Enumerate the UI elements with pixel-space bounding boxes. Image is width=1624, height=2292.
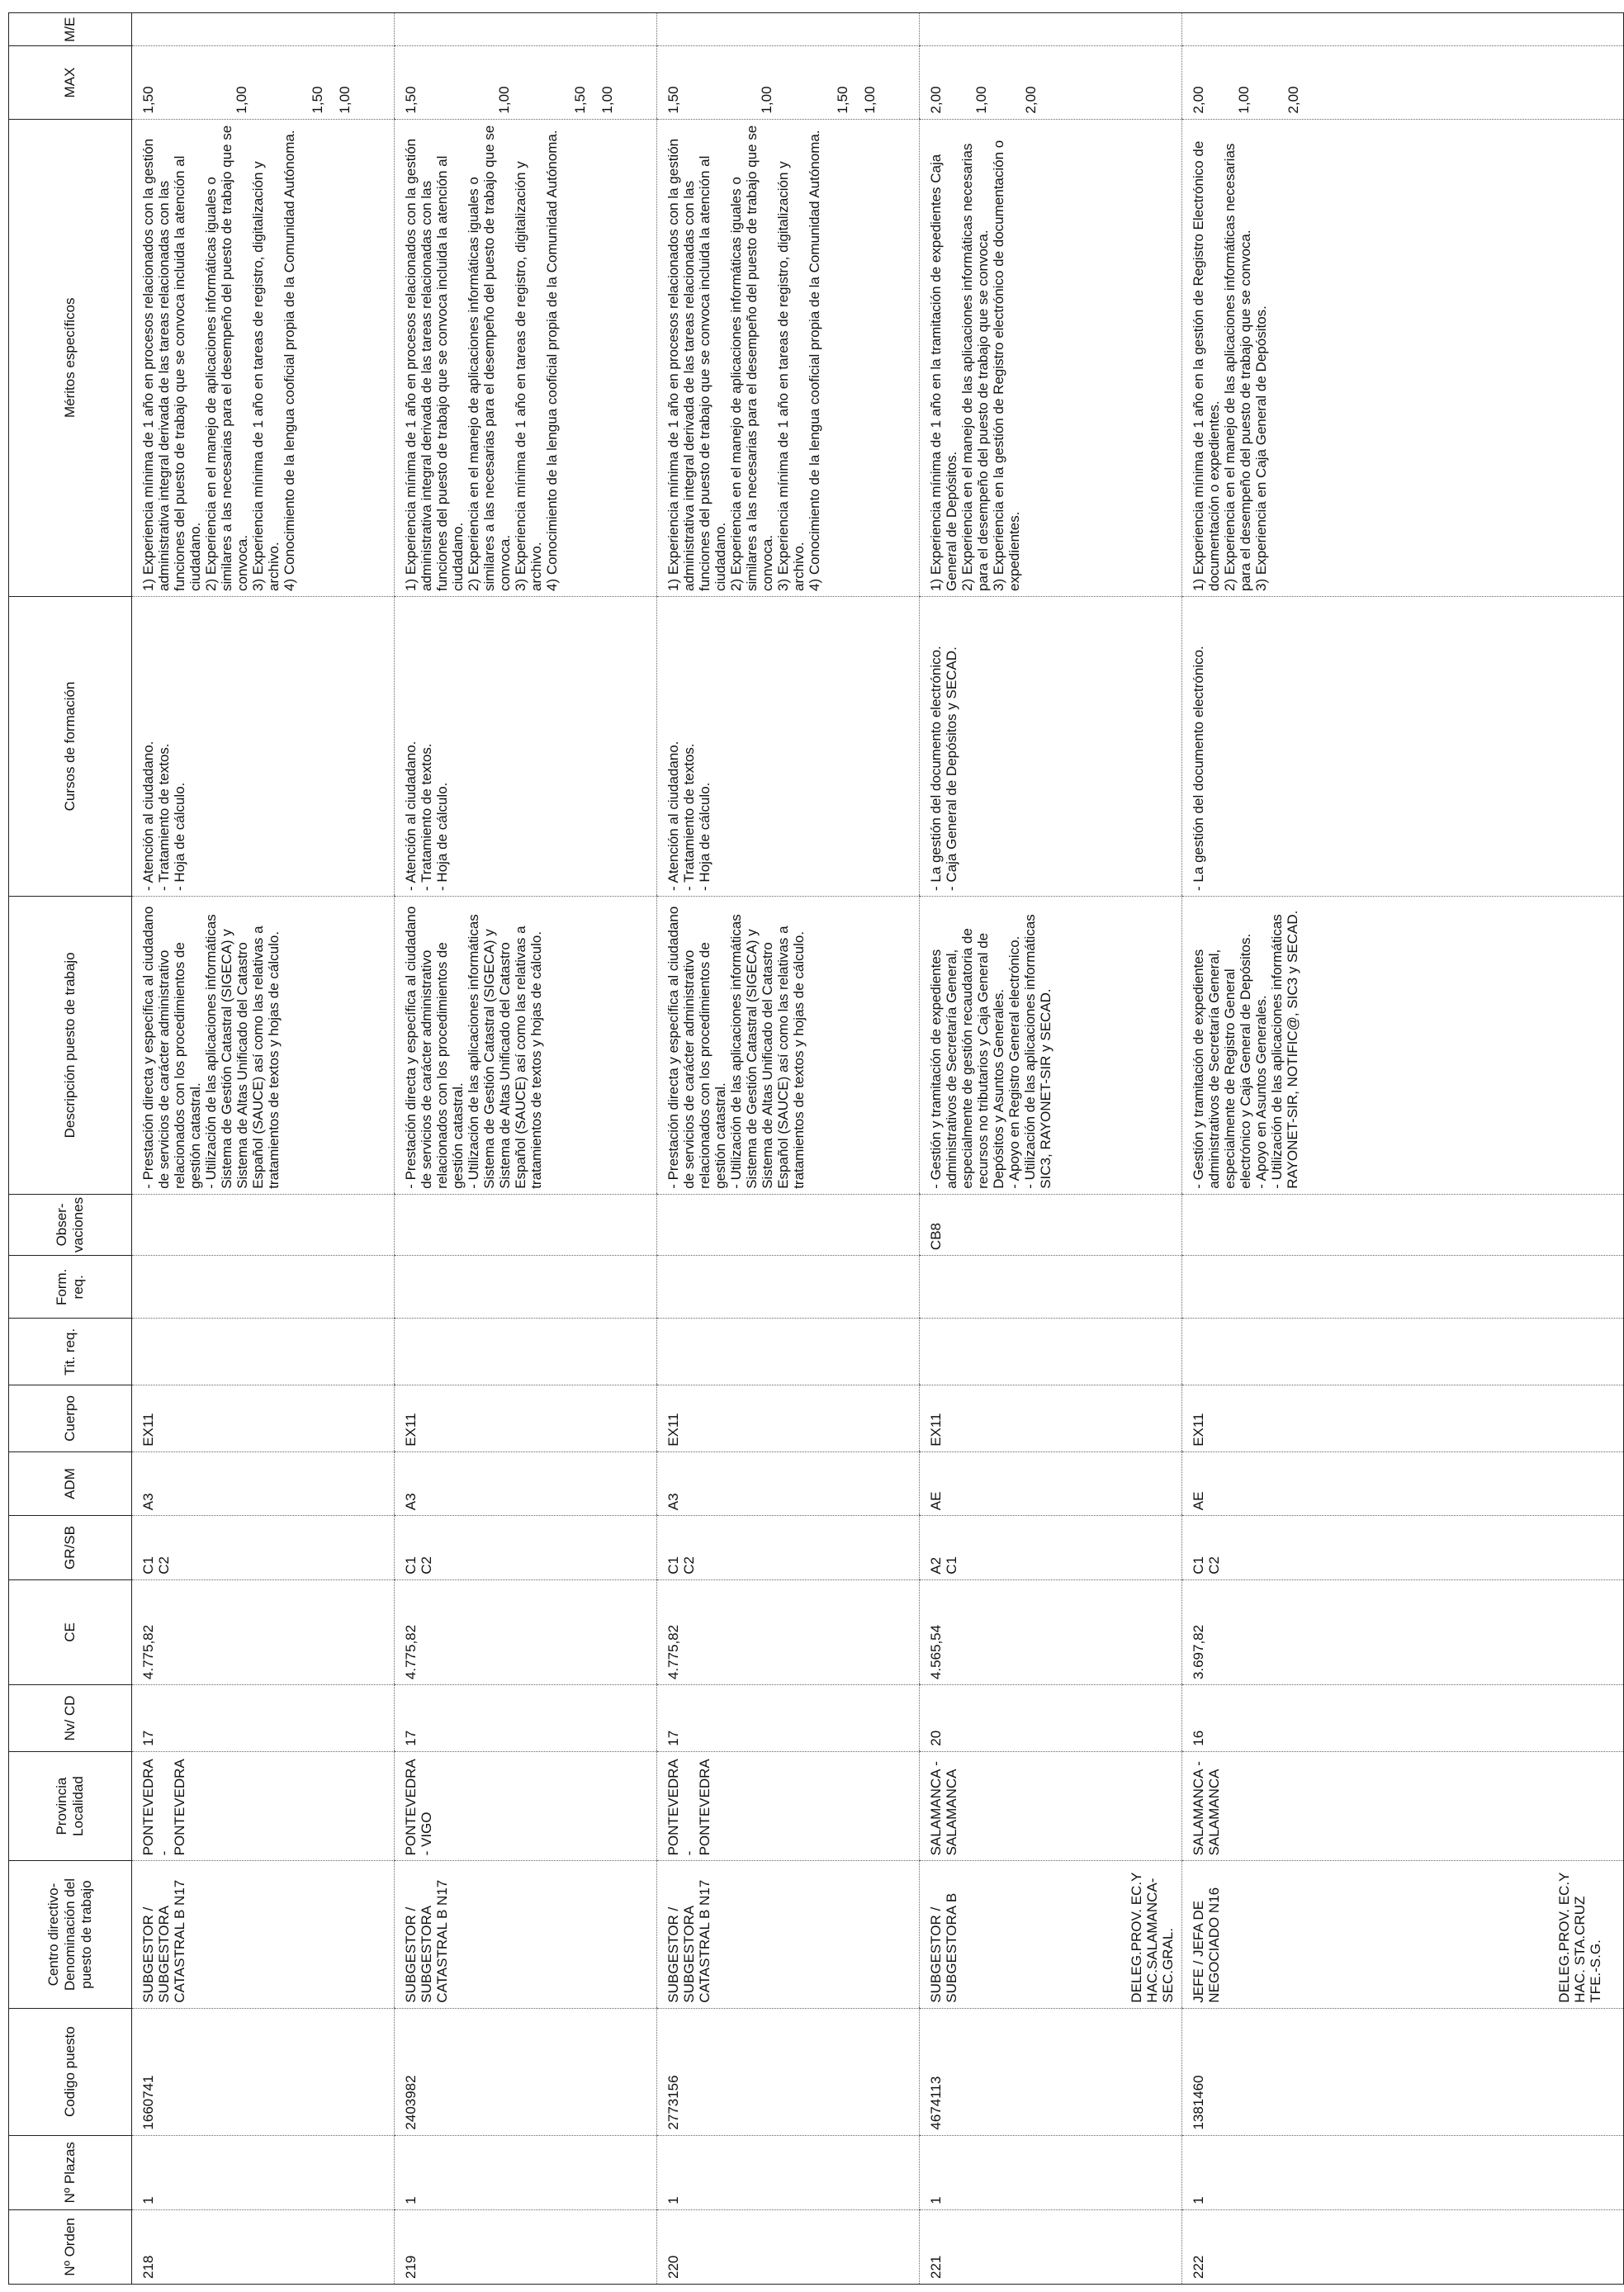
- table-row: [657, 13, 920, 2285]
- header-me: M/E: [9, 13, 132, 46]
- cell-form: [1182, 1256, 1624, 1319]
- max-value: 1,00: [759, 86, 774, 114]
- merit-line: 4) Conocimiento de la lengua cooficial propia de la Comunidad Autónoma.: [807, 130, 823, 591]
- max-value: 2,00: [1023, 86, 1039, 114]
- cell-max: [1182, 46, 1624, 119]
- cell-me: [1182, 13, 1624, 46]
- cell-ce: 4.775,82: [395, 1579, 657, 1684]
- cell-codigo: 1660741: [132, 2008, 395, 2135]
- header-meritos: Méritos específicos: [9, 119, 132, 596]
- header-adm: ADM: [9, 1451, 132, 1515]
- cell-max: [657, 46, 920, 119]
- cell-codigo: 2403982: [395, 2008, 657, 2135]
- header-codigo: Codigo puesto: [9, 2008, 132, 2135]
- cell-nv: 17: [395, 1685, 657, 1752]
- cell-ce: 4.565,54: [920, 1579, 1182, 1684]
- cell-meritos: [132, 119, 395, 596]
- cell-max: [395, 46, 657, 119]
- centro-name: SUBGESTOR / SUBGESTORA CATASTRAL B N17: [140, 1879, 188, 2003]
- cell-cuerpo: EX11: [920, 1385, 1182, 1452]
- cell-cuerpo: EX11: [132, 1385, 395, 1452]
- cell-orden: 218: [132, 2209, 395, 2284]
- merit-line: 2) Experiencia en el manejo de las aplicaciones informáticas necesarias para el desempeño del puesto de trabajo que se convoca.: [959, 143, 992, 591]
- cell-adm: A3: [395, 1451, 657, 1515]
- cell-cursos: - La gestión del documento electrónico. - Caja General de Depósitos y SECAD.: [920, 596, 1182, 896]
- cell-orden: 220: [657, 2209, 920, 2284]
- cell-obs: [1182, 1194, 1624, 1255]
- header-plazas: Nº Plazas: [9, 2135, 132, 2209]
- centro-name: SUBGESTOR / SUBGESTORA CATASTRAL B N17: [665, 1879, 713, 2003]
- cell-cursos: - Atención al ciudadano. - Tratamiento de textos. - Hoja de cálculo.: [132, 596, 395, 896]
- table-row: [1182, 13, 1624, 2285]
- cell-form: [920, 1256, 1182, 1319]
- merit-line: 4) Conocimiento de la lengua cooficial propia de la Comunidad Autónoma.: [282, 130, 298, 591]
- cell-me: [395, 13, 657, 46]
- centro-name: SUBGESTOR / SUBGESTORA CATASTRAL B N17: [403, 1879, 451, 2003]
- centro-wrap: [1191, 1865, 1603, 2002]
- max-values: [665, 50, 913, 113]
- cell-descripcion: - Gestión y tramitación de expedientes administrativos de Secretaría General, especialmente de gestión recaudatoria de recursos no tributarios y Caja General de Depósitos y Asuntos Generales. - Apoyo en Registro General electrónico. - Utilización de las aplicaciones informáticas SIC3, RAYONET-SIR y SECAD.: [920, 896, 1182, 1194]
- cell-obs: [132, 1194, 395, 1255]
- cell-obs: CB8: [920, 1194, 1182, 1255]
- cell-meritos: [657, 119, 920, 596]
- cell-form: [132, 1256, 395, 1319]
- cell-tit: [920, 1319, 1182, 1385]
- cell-adm: AE: [1182, 1451, 1624, 1515]
- merit-line: 3) Experiencia mínima de 1 año en tareas de registro, digitalización y archivo.: [513, 161, 545, 591]
- cell-plazas: 1: [395, 2135, 657, 2209]
- centro-top: [665, 1865, 713, 2002]
- cell-meritos: [1182, 119, 1624, 596]
- merit-line: 3) Experiencia mínima de 1 año en tareas de registro, digitalización y archivo.: [775, 161, 807, 591]
- cell-centro: [657, 1861, 920, 2008]
- max-value: 1,50: [665, 86, 681, 114]
- cell-nv: 20: [920, 1685, 1182, 1752]
- cell-meritos: [395, 119, 657, 596]
- max-value: 1,50: [835, 86, 850, 114]
- cell-codigo: 1381460: [1182, 2008, 1624, 2135]
- max-value: 2,00: [1191, 86, 1206, 114]
- cell-plazas: 1: [657, 2135, 920, 2209]
- cell-centro: [1182, 1861, 1624, 2008]
- cell-nv: 16: [1182, 1685, 1624, 1752]
- max-values: [1191, 50, 1438, 113]
- cell-ce: 4.775,82: [132, 1579, 395, 1684]
- cell-cursos: - Atención al ciudadano. - Tratamiento de textos. - Hoja de cálculo.: [395, 596, 657, 896]
- cell-provincia: SALAMANCA - SALAMANCA: [920, 1751, 1182, 1861]
- max-value: 1,00: [496, 86, 512, 114]
- centro-wrap: [403, 1865, 651, 2002]
- cell-centro: [920, 1861, 1182, 2008]
- cell-nv: 17: [657, 1685, 920, 1752]
- merit-line: 4) Conocimiento de la lengua cooficial propia de la Comunidad Autónoma.: [544, 130, 561, 591]
- cell-provincia: PONTEVEDRA - VIGO: [395, 1751, 657, 1861]
- max-value: 1,50: [403, 86, 419, 114]
- table-row: [395, 13, 657, 2285]
- cell-tit: [1182, 1319, 1624, 1385]
- header-max: MAX: [9, 46, 132, 119]
- header-grsb: GR/SB: [9, 1516, 132, 1579]
- cell-adm: AE: [920, 1451, 1182, 1515]
- max-values: [140, 50, 388, 113]
- max-values: [928, 50, 1176, 113]
- merit-line: 3) Experiencia en Caja General de Depósitos.: [1253, 305, 1270, 591]
- merit-line: 2) Experiencia en el manejo de aplicaciones informáticas iguales o similares a las necesarias para el desempeño del puesto de trabajo que se convoca.: [466, 125, 514, 591]
- centro-wrap: [140, 1865, 388, 2002]
- cell-descripcion: - Prestación directa y específica al ciudadano de servicios de carácter administrativo relacionados con los procedimientos de gestión catastral. - Utilización de las aplicaciones informáticas Sistema de Gestión Catastral (SIGECA) y Sistema de Altas Unificado del Catastro Español (SAUCE) así como las relativas a tratamientos de textos y hojas de cálculo.: [132, 896, 395, 1194]
- centro-wrap: [665, 1865, 913, 2002]
- header-provincia: Provincia Localidad: [9, 1751, 132, 1861]
- centro-delegacion: DELEG.PROV. EC.Y HAC.SALAMANCA-SEC.GRAL.: [1128, 1872, 1176, 2003]
- header-centro: Centro directivo-Denominación del puesto de trabajo: [9, 1861, 132, 2008]
- cell-orden: 219: [395, 2209, 657, 2284]
- cell-grsb: C1 C2: [1182, 1516, 1624, 1579]
- merit-line: 2) Experiencia en el manejo de las aplicaciones informáticas necesarias para el desempeño del puesto de trabajo que se convoca.: [1222, 143, 1254, 591]
- merit-line: 3) Experiencia mínima de 1 año en tareas de registro, digitalización y archivo.: [250, 161, 282, 591]
- header-descripcion: Descripción puesto de trabajo: [9, 896, 132, 1194]
- cell-tit: [657, 1319, 920, 1385]
- cell-me: [920, 13, 1182, 46]
- cell-cuerpo: EX11: [657, 1385, 920, 1452]
- max-value: 1,00: [862, 86, 878, 114]
- max-values: [403, 50, 651, 113]
- cell-form: [657, 1256, 920, 1319]
- merit-line: 1) Experiencia mínima de 1 año en procesos relacionados con la gestión administrativa integral derivada de las tareas relacionadas con las funciones del puesto de trabajo que se convoca incluida la atención al ciudadano.: [665, 138, 729, 591]
- cell-plazas: 1: [920, 2135, 1182, 2209]
- table-row: [920, 13, 1182, 2285]
- table-row: [132, 13, 395, 2285]
- max-value: 1,00: [337, 86, 353, 114]
- centro-wrap: [928, 1865, 1176, 2002]
- max-value: 1,00: [234, 86, 249, 114]
- table-body: [132, 13, 1624, 2285]
- cell-cuerpo: EX11: [1182, 1385, 1624, 1452]
- merit-line: 1) Experiencia mínima de 1 año en la tramitación de expedientes Caja General de Depósitos.: [928, 154, 960, 591]
- cell-centro: [132, 1861, 395, 2008]
- cell-grsb: C1 C2: [395, 1516, 657, 1579]
- cell-obs: [395, 1194, 657, 1255]
- cell-me: [132, 13, 395, 46]
- cell-provincia: SALAMANCA - SALAMANCA: [1182, 1751, 1624, 1861]
- cell-form: [395, 1256, 657, 1319]
- cell-plazas: 1: [1182, 2135, 1624, 2209]
- header-ce: CE: [9, 1579, 132, 1684]
- cell-plazas: 1: [132, 2135, 395, 2209]
- cell-adm: A3: [657, 1451, 920, 1515]
- cell-grsb: C1 C2: [657, 1516, 920, 1579]
- header-cursos: Cursos de formación: [9, 596, 132, 896]
- cell-me: [657, 13, 920, 46]
- max-value: 2,00: [1285, 86, 1301, 114]
- header-nv: Nv/ CD: [9, 1685, 132, 1752]
- centro-top: [928, 1865, 959, 2002]
- header-orden: Nº Orden: [9, 2209, 132, 2284]
- cell-codigo: 2773156: [657, 2008, 920, 2135]
- cell-nv: 17: [132, 1685, 395, 1752]
- max-value: 1,00: [1236, 86, 1252, 114]
- max-value: 2,00: [928, 86, 944, 114]
- cell-orden: 221: [920, 2209, 1182, 2284]
- merit-line: 2) Experiencia en el manejo de aplicaciones informáticas iguales o similares a las necesarias para el desempeño del puesto de trabajo que se convoca.: [203, 125, 251, 591]
- cell-descripcion: - Gestión y tramitación de expedientes administrativos de Secretaría General, especialmente de Registro General electrónico y Caja General de Depósitos. - Apoyo en Asuntos Generales. - Utilización de las aplicaciones informáticas RAYONET-SIR, NOTIFIC@, SIC3 y SECAD.: [1182, 896, 1624, 1194]
- centro-top: [403, 1865, 450, 2002]
- header-form: Form. req.: [9, 1256, 132, 1319]
- cell-cursos: - La gestión del documento electrónico.: [1182, 596, 1624, 896]
- cell-adm: A3: [132, 1451, 395, 1515]
- header-tit: Tit. req.: [9, 1319, 132, 1385]
- cell-max: [132, 46, 395, 119]
- cell-provincia: PONTEVEDRA - PONTEVEDRA: [132, 1751, 395, 1861]
- cell-grsb: A2 C1: [920, 1516, 1182, 1579]
- cell-cursos: - Atención al ciudadano. - Tratamiento de textos. - Hoja de cálculo.: [657, 596, 920, 896]
- cell-orden: 222: [1182, 2209, 1624, 2284]
- centro-top: [140, 1865, 187, 2002]
- cell-provincia: PONTEVEDRA - PONTEVEDRA: [657, 1751, 920, 1861]
- merit-line: 1) Experiencia mínima de 1 año en procesos relacionados con la gestión administrativa integral derivada de las tareas relacionadas con las funciones del puesto de trabajo que se convoca incluida la atención al ciudadano.: [403, 138, 466, 591]
- cell-codigo: 4674113: [920, 2008, 1182, 2135]
- cell-ce: 3.697,82: [1182, 1579, 1624, 1684]
- max-value: 1,00: [599, 86, 615, 114]
- merit-line: 1) Experiencia mínima de 1 año en la gestión de Registro Electrónico de documentación o expedientes.: [1191, 140, 1223, 591]
- centro-delegacion: DELEG.PROV. EC.Y HAC. STA.CRUZ TFE.-S.G.: [1555, 1872, 1603, 2003]
- max-value: 1,50: [572, 86, 588, 114]
- cell-cuerpo: EX11: [395, 1385, 657, 1452]
- centro-name: SUBGESTOR / SUBGESTORA B: [928, 1892, 960, 2003]
- cell-obs: [657, 1194, 920, 1255]
- merit-line: 2) Experiencia en el manejo de aplicaciones informáticas iguales o similares a las necesarias para el desempeño del puesto de trabajo que se convoca.: [728, 125, 776, 591]
- header-obs: Obser-vaciones: [9, 1194, 132, 1255]
- cell-ce: 4.775,82: [657, 1579, 920, 1684]
- cell-meritos: [920, 119, 1182, 596]
- cell-descripcion: - Prestación directa y específica al ciudadano de servicios de carácter administrativo relacionados con los procedimientos de gestión catastral. - Utilización de las aplicaciones informáticas Sistema de Gestión Catastral (SIGECA) y Sistema de Altas Unificado del Catastro Español (SAUCE) así como las relativas a tratamientos de textos y hojas de cálculo.: [395, 896, 657, 1194]
- header-row: [9, 13, 132, 2285]
- cell-centro: [395, 1861, 657, 2008]
- cell-tit: [132, 1319, 395, 1385]
- cell-max: [920, 46, 1182, 119]
- cell-grsb: C1 C2: [132, 1516, 395, 1579]
- cell-tit: [395, 1319, 657, 1385]
- max-value: 1,50: [140, 86, 156, 114]
- header-cuerpo: Cuerpo: [9, 1385, 132, 1452]
- job-positions-table: [8, 12, 1624, 2285]
- centro-name: JEFE / JEFA DE NEGOCIADO N16: [1191, 1887, 1223, 2003]
- merit-line: 1) Experiencia mínima de 1 año en procesos relacionados con la gestión administrativa integral derivada de las tareas relacionadas con las funciones del puesto de trabajo que se convoca incluida la atención al ciudadano.: [140, 138, 204, 591]
- max-value: 1,00: [973, 86, 989, 114]
- centro-top: [1191, 1865, 1222, 2002]
- max-value: 1,50: [310, 86, 325, 114]
- merit-line: 3) Experiencia en la gestión de Registro electrónico de documentación o expedientes.: [991, 140, 1023, 591]
- cell-descripcion: - Prestación directa y específica al ciudadano de servicios de carácter administrativo relacionados con los procedimientos de gestión catastral. - Utilización de las aplicaciones informáticas Sistema de Gestión Catastral (SIGECA) y Sistema de Altas Unificado del Catastro Español (SAUCE) así como las relativas a tratamientos de textos y hojas de cálculo.: [657, 896, 920, 1194]
